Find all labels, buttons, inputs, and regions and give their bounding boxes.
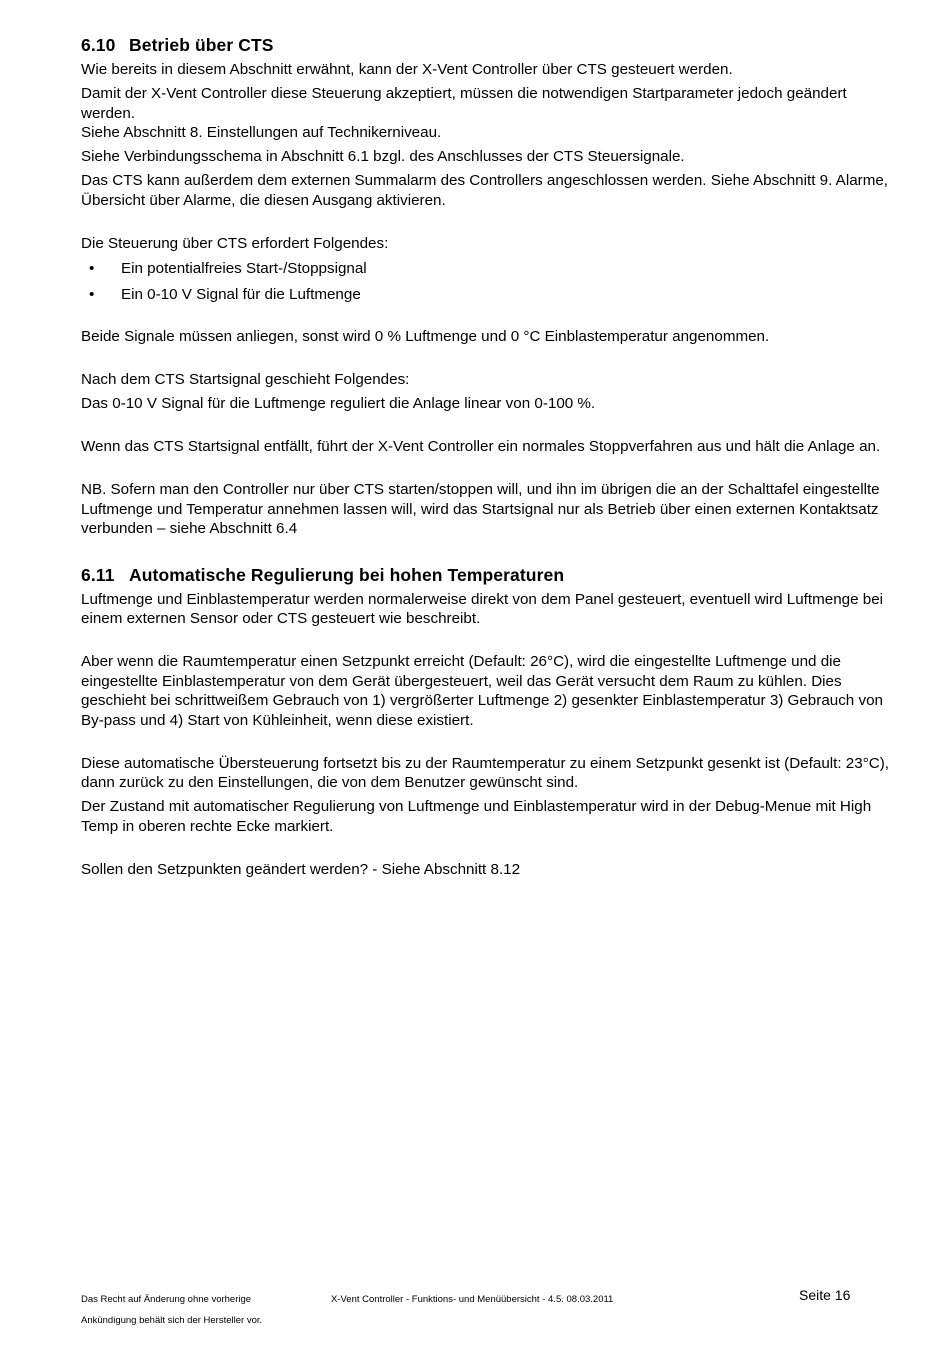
paragraph: Sollen den Setzpunkten geändert werden? - Siehe Abschnitt 8.12 (81, 860, 521, 878)
footer-disclaimer-line: Das Recht auf Änderung ohne vorherige (81, 1294, 252, 1305)
list-item (81, 285, 891, 305)
bullet-icon: • (89, 286, 95, 303)
paragraph: Wie bereits in diesem Abschnitt erwähnt, kann der X-Vent Controller über CTS gesteuert werden. (81, 61, 733, 78)
footer-disclaimer-line: Ankündigung behält sich der Hersteller vor. (81, 1315, 263, 1326)
paragraph: Nach dem CTS Startsignal geschieht Folgendes: (81, 371, 410, 388)
paragraph: Siehe Abschnitt 8. Einstellungen auf Technikerniveau. (81, 124, 442, 141)
page-number: Seite 16 (799, 1287, 851, 1303)
paragraph: Siehe Verbindungsschema in Abschnitt 6.1 bzgl. des Anschlusses der CTS Steuersignale. (81, 148, 685, 165)
paragraph: Diese automatische Übersteuerung fortsetzt bis zu der Raumtemperatur zu einem Setzpunkt gesenkt ist (Default: 23°C), dann zurück zu den Einstellungen, die von dem Benutzer gewünscht sind. (81, 754, 890, 791)
paragraph: Beide Signale müssen anliegen, sonst wird 0 % Luftmenge und 0 °C Einblastemperatur angenommen. (81, 328, 770, 345)
paragraph: NB. Sofern man den Controller nur über CTS starten/stoppen will, und ihn im übrigen die an der Schalttafel eingestellte Luftmenge und Temperatur annehmen lassen will, wird das Startsignal nur als Betrieb über einen externen Kontaktsatz verbunden – siehe Abschnitt 6.4 (81, 481, 880, 537)
list-item (81, 259, 891, 279)
document-page (81, 34, 891, 884)
paragraph: Wenn das CTS Startsignal entfällt, führt der X-Vent Controller ein normales Stoppverfahren aus und hält die Anlage an. (81, 438, 881, 455)
bullet-icon: • (89, 260, 95, 277)
footer-document-title: X-Vent Controller - Funktions- und Menüübersicht - 4.5. 08.03.2011 (331, 1294, 614, 1305)
paragraph: Damit der X-Vent Controller diese Steuerung akzeptiert, müssen die notwendigen Startparameter jedoch geändert werden. (81, 85, 847, 122)
list-item-text: Ein potentialfreies Start-/Stoppsignal (121, 260, 367, 277)
paragraph: Das 0-10 V Signal für die Luftmenge reguliert die Anlage linear von 0-100 %. (81, 395, 596, 412)
bullet-list (81, 259, 891, 305)
paragraph: Die Steuerung über CTS erfordert Folgendes: (81, 234, 389, 252)
section-title: Betrieb über CTS (129, 35, 274, 55)
paragraph: Der Zustand mit automatischer Regulierung von Luftmenge und Einblastemperatur wird in der Debug-Menue mit High Temp in oberen rechte Ecke markiert. (81, 798, 872, 835)
list-item-text: Ein 0-10 V Signal für die Luftmenge (121, 286, 361, 303)
footer-disclaimer (81, 1289, 321, 1331)
section-heading-6-11 (81, 564, 891, 586)
section-number: 6.10 (81, 35, 116, 55)
section-title: Automatische Regulierung bei hohen Temperaturen (129, 564, 565, 585)
paragraph: Luftmenge und Einblastemperatur werden normalerweise direkt von dem Panel gesteuert, eventuell wird Luftmenge bei einem externen Sensor oder CTS gesteuert wie beschreibt. (81, 590, 884, 627)
section-number: 6.11 (81, 564, 115, 585)
section-heading-6-10 (81, 34, 891, 56)
paragraph: Aber wenn die Raumtemperatur einen Setzpunkt erreicht (Default: 26°C), wird die eingestellte Luftmenge und die eingestellte Einblastemperatur von dem Gerät übergesteuert, weil das Gerät versucht dem Raum zu kühlen. Dies geschieht bei schrittweißem Gebrauch von 1) vergrößerter Luftmenge 2) gesenkter Einblastemperatur 3) Gebrauch von By-pass und 4) Start von Kühleinheit, wenn diese existiert. (81, 653, 883, 729)
paragraph: Das CTS kann außerdem dem externen Summalarm des Controllers angeschlossen werden. Siehe Abschnitt 9. Alarme, Übersicht über Alarme, die diesen Ausgang aktivieren. (81, 172, 889, 209)
